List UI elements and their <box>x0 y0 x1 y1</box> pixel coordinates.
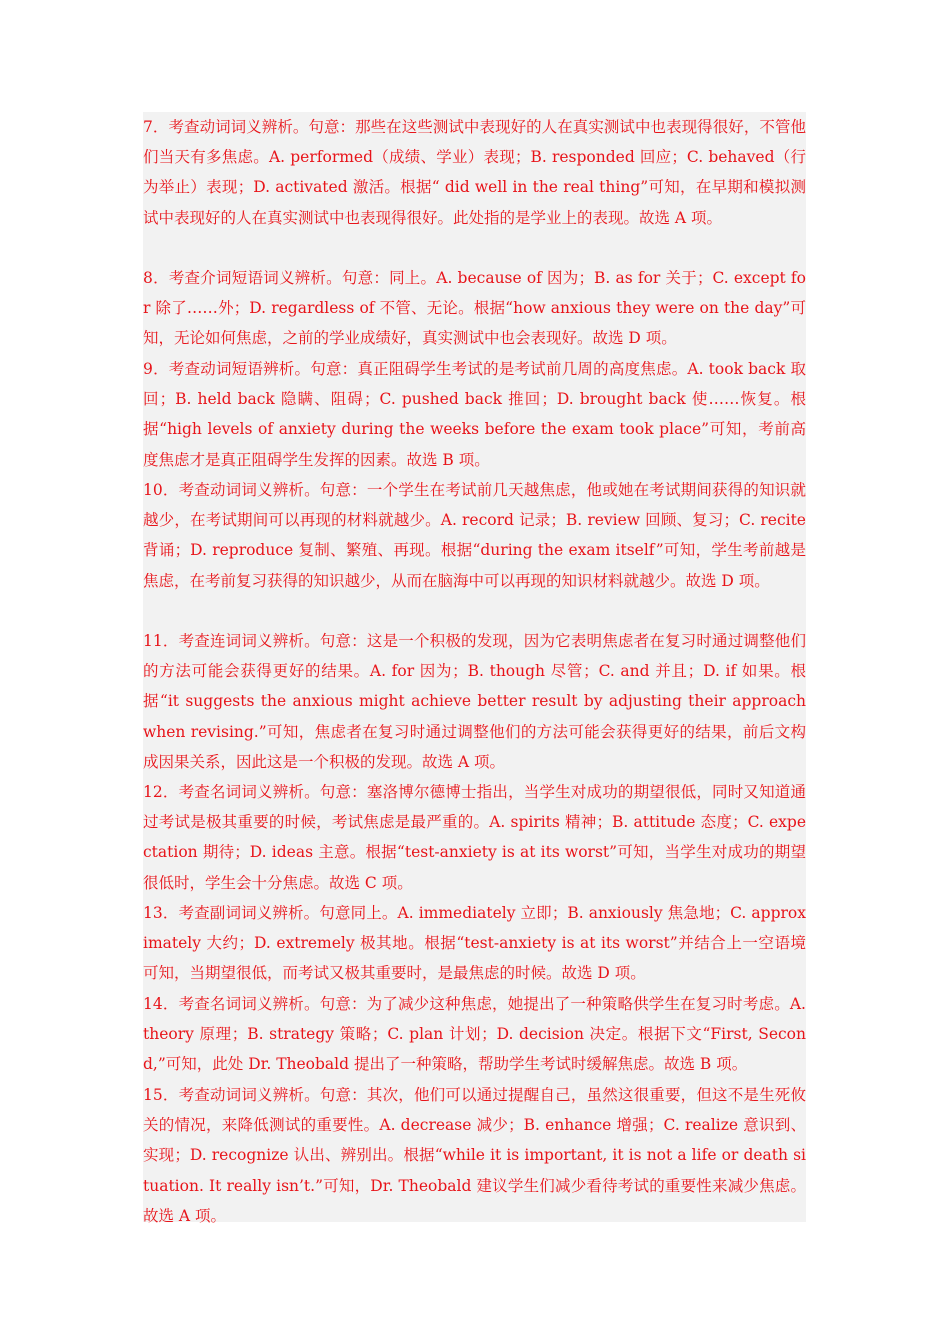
explanation-item-14: 14．考查名词词义辨析。句意：为了减少这种焦虑，她提出了一种策略供学生在复习时考虑。A. theory 原理；B. strategy 策略；C. plan 计划；D. decision 决定。根据下文“First, Second,”可知，此处 Dr. Theobald 提出了一种策略，帮助学生考试时缓解焦虑。故选 B 项。 <box>143 995 806 1074</box>
explanation-item-7: 7．考查动词词义辨析。句意：那些在这些测试中表现好的人在真实测试中也表现得很好，不管他们当天有多焦虑。A. performed（成绩、学业）表现；B. responded 回应；C. behaved（行为举止）表现；D. activated 激活。根据“ did well in the real thing”可知，在早期和模拟测试中表现好的人在真实测试中也表现得很好。此处指的是学业上的表现。故选 A 项。 <box>143 118 806 227</box>
explanation-item-10: 10．考查动词词义辨析。句意：一个学生在考试前几天越焦虑，他或她在考试期间获得的知识就越少，在考试期间可以再现的材料就越少。A. record 记录；B. review 回顾、复习；C. recite 背诵；D. reproduce 复制、繁殖、再现。根据“during the exam itself”可知，学生考前越是焦虑，在考前复习获得的知识越少，从而在脑海中可以再现的知识材料就越少。故选 D 项。 <box>143 481 806 590</box>
explanation-item-13: 13．考查副词词义辨析。句意同上。A. immediately 立即；B. anxiously 焦急地；C. approximately 大约；D. extremely 极其地。根据“test-anxiety is at its worst”并结合上一空语境可知，当期望很低，而考试又极其重要时，是最焦虑的时候。故选 D 项。 <box>143 904 806 983</box>
explanation-item-15: 15．考查动词词义辨析。句意：其次，他们可以通过提醒自己，虽然这很重要，但这不是生死攸关的情况，来降低测试的重要性。A. decrease 减少；B. enhance 增强；C. realize 意识到、实现；D. recognize 认出、辨别出。根据“while it is important, it is not a life or death situation. It really isn’t.”可知，Dr. Theobald 建议学生们减少看待考试的重要性来减少焦虑。故选 A 项。 <box>143 1086 806 1225</box>
explanation-item-11: 11．考查连词词义辨析。句意：这是一个积极的发现，因为它表明焦虑者在复习时通过调整他们的方法可能会获得更好的结果。A. for 因为；B. though 尽管；C. and 并且；D. if 如果。根据“it suggests the anxious might achieve better result by adjusting their approach when revising.”可知，焦虑者在复习时通过调整他们的方法可能会获得更好的结果，前后文构成因果关系，因此这是一个积极的发现。故选 A 项。 <box>143 632 806 771</box>
explanation-item-8: 8．考查介词短语词义辨析。句意：同上。A. because of 因为；B. as for 关于；C. except for 除了……外；D. regardless of 不管、无论。根据“how anxious they were on the day”可知，无论如何焦虑，之前的学业成绩好，真实测试中也会表现好。故选 D 项。 <box>143 269 806 348</box>
explanation-item-9: 9．考查动词短语辨析。句意：真正阻碍学生考试的是考试前几周的高度焦虑。A. took back 取回；B. held back 隐瞒、阻碍；C. pushed back 推回；D. brought back 使……恢复。根据“high levels of anxiety during the weeks before the exam took place”可知，考前高度焦虑才是真正阻碍学生发挥的因素。故选 B 项。 <box>143 360 806 469</box>
explanation-item-12: 12．考查名词词义辨析。句意：塞洛博尔德博士指出，当学生对成功的期望很低，同时又知道通过考试是极其重要的时候，考试焦虑是最严重的。A. spirits 精神；B. attitude 态度；C. expectation 期待；D. ideas 主意。根据“test-anxiety is at its worst”可知，当学生对成功的期望很低时，学生会十分焦虑。故选 C 项。 <box>143 783 806 892</box>
